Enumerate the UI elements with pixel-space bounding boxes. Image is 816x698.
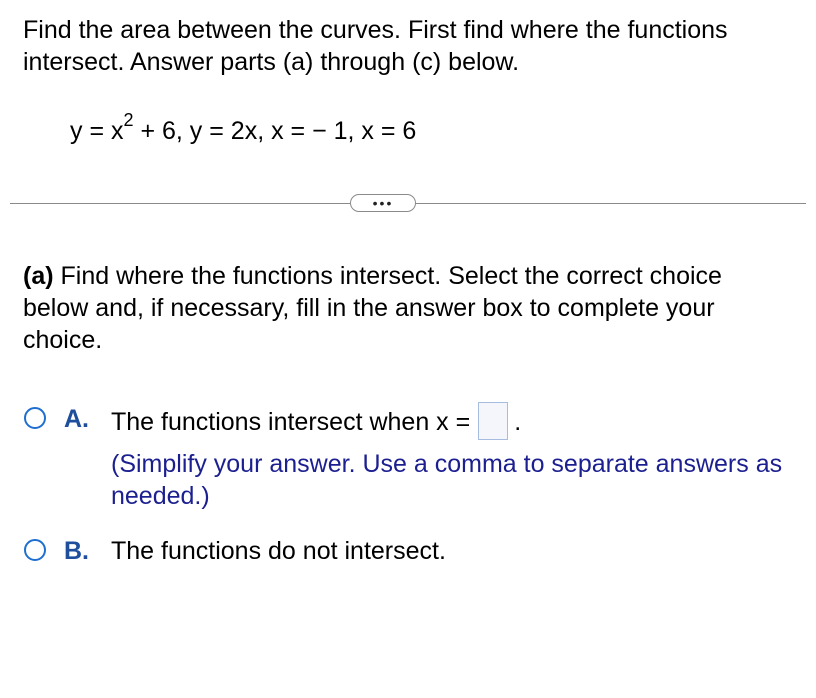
choice-a-radio[interactable] — [24, 407, 46, 429]
part-a-text: Find where the functions intersect. Select the correct choice below and, if necessary, fill in the answer box to complete your choice. — [23, 262, 722, 354]
choice-b-letter: B. — [64, 537, 89, 565]
equation-part-1: y = x — [70, 117, 124, 145]
choice-b[interactable] — [24, 536, 446, 566]
problem-instructions: Find the area between the curves. First find where the functions intersect. Answer parts (a) through (c) below. — [23, 16, 728, 76]
choice-a-content — [111, 404, 791, 512]
choice-a-hint: (Simplify your answer. Use a comma to separate answers as needed.) — [111, 450, 783, 510]
choice-a-text: The functions intersect when x = — [111, 408, 471, 436]
problem-equation — [70, 109, 417, 146]
expand-more-button[interactable]: ••• — [350, 194, 416, 212]
choice-a-letter: A. — [64, 405, 89, 433]
choice-a-period: . — [514, 408, 522, 436]
choice-b-radio[interactable] — [24, 539, 46, 561]
part-a-prompt — [23, 260, 793, 356]
choice-b-text: The functions do not intersect. — [111, 537, 446, 565]
equation-exponent: 2 — [123, 109, 134, 130]
answer-input-box[interactable] — [478, 402, 508, 440]
equation-part-2: + 6, y = 2x, x = − 1, x = 6 — [133, 117, 417, 145]
part-a-label: (a) — [23, 262, 54, 290]
choice-a[interactable] — [24, 404, 791, 512]
choice-a-answer-line — [111, 404, 791, 440]
